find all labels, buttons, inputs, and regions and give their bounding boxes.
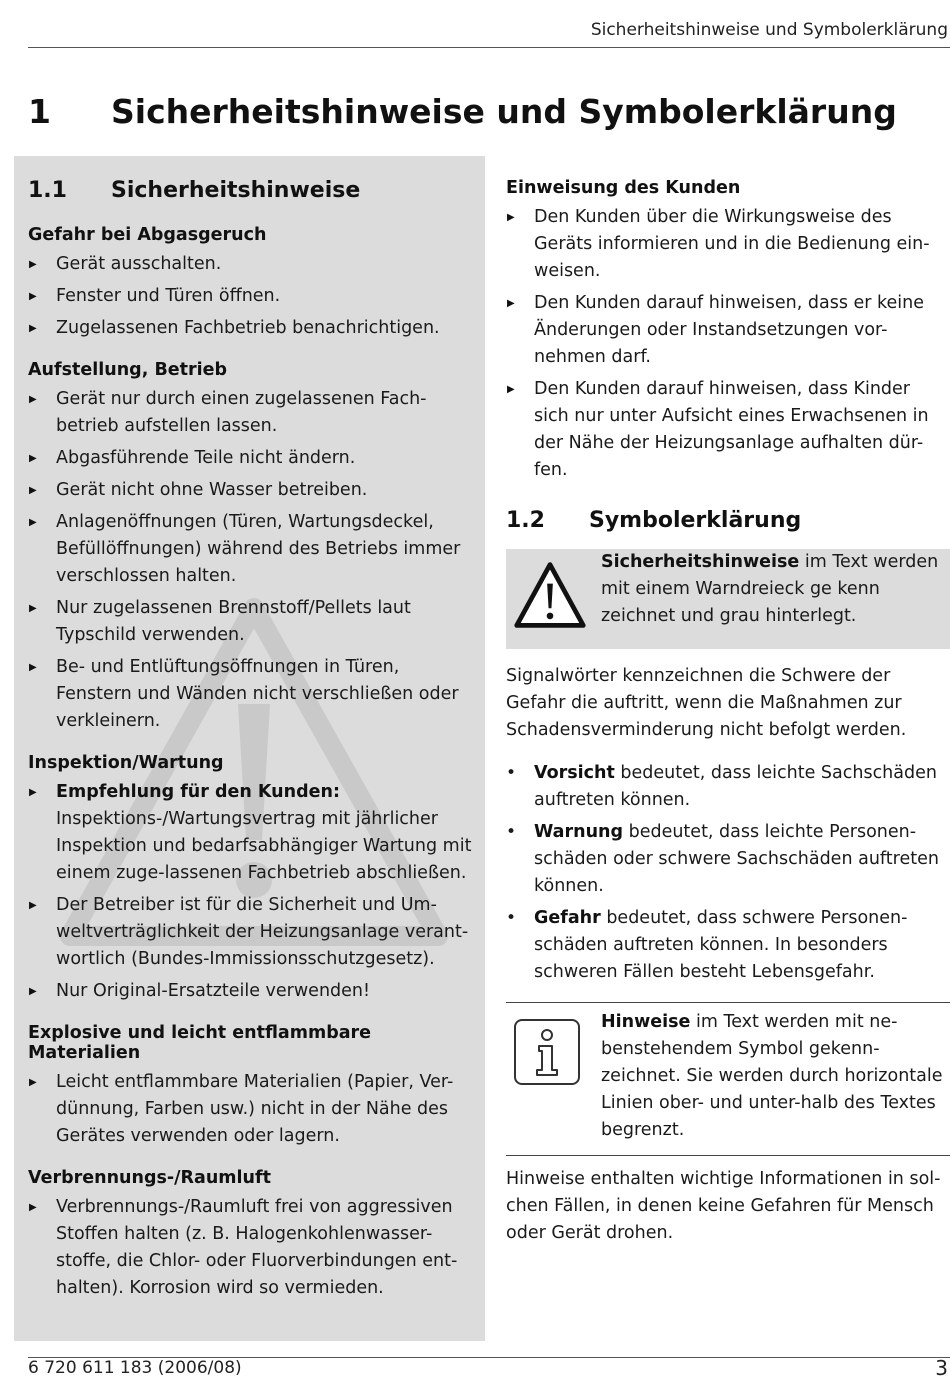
list-item: ▶ Den Kunden darauf hinweisen, dass er keine Änderungen oder Instandsetzungen vor-nehmen darf. [506, 290, 950, 371]
list-item: ▶ Den Kunden darauf hinweisen, dass Kinder sich nur unter Aufsicht eines Erwachsenen in der Nähe der Heizungsanlage aufhalten dür-fen. [506, 376, 950, 484]
safety-content [28, 178, 476, 1320]
warning-description: im Text werden mit einem Warndreieck ge kenn zeichnet und grau hinterlegt. [601, 552, 939, 626]
list-item: ▶ Zugelassenen Fachbetrieb benachrichtigen. [28, 315, 476, 342]
lead-text: Inspektions-/Wartungsvertrag mit jährlicher Inspektion und bedarfsabhängiger Wartung mit einem zuge-lassenen Fachbetrieb abschließen. [56, 809, 472, 883]
group-heading: Aufstellung, Betrieb [28, 360, 228, 380]
section-1-2-heading [506, 508, 950, 533]
list-item: ▶ Gerät nicht ohne Wasser betreiben. [28, 477, 476, 504]
bullet-list [28, 779, 476, 1005]
list-item: ▶ Verbrennungs-/Raumluft frei von aggressiven Stoffen halten (z. B. Halogenkohlenwasser-stoffe, die Chlor- oder Fluorverbindungen ent-halten). Korrosion wird so vermieden. [28, 1194, 476, 1302]
list-item: ▶ Der Betreiber ist für die Sicherheit und Um-weltverträglichkeit der Heizungsanlage verant-wortlich (Bundes-Immissionsschutzgesetz). [28, 892, 476, 973]
list-item [28, 779, 476, 887]
warning-box [506, 549, 950, 649]
customer-heading: Einweisung des Kunden [506, 178, 741, 198]
signal-text: bedeutet, dass leichte Personen-schäden oder schwere Sachschäden auftreten können. [534, 822, 939, 896]
list-item: ▶ Nur zugelassenen Brennstoff/Pellets laut Typschild verwenden. [28, 595, 476, 649]
list-item [506, 760, 950, 814]
group-heading: Verbrennungs-/Raumluft [28, 1168, 271, 1188]
signal-intro: Signalwörter kennzeichnen die Schwere der Gefahr die auftritt, wenn die Maßnahmen zur Schadensverminderung nicht befolgt werden. [506, 666, 907, 740]
section-title: Sicherheitshinweise [111, 178, 361, 203]
signal-text: bedeutet, dass leichte Sachschäden auftreten können. [534, 763, 937, 810]
info-icon [512, 1017, 582, 1087]
hint-footer: Hinweise enthalten wichtige Informationen in sol-chen Fällen, in denen keine Gefahren für Mensch oder Gerät drohen. [506, 1169, 941, 1243]
section-title: Symbolerklärung [589, 508, 802, 533]
hint-box [506, 1002, 950, 1156]
hint-bold: Hinweise [601, 1012, 691, 1032]
chapter-number: 1 [28, 92, 51, 131]
list-item: ▶ Gerät ausschalten. [28, 251, 476, 278]
group-heading: Inspektion/Wartung [28, 753, 224, 773]
group-heading: Explosive und leicht entflammbare Materialien [28, 1023, 372, 1063]
warning-triangle-icon [512, 557, 588, 633]
list-item [506, 819, 950, 900]
signal-word: Gefahr [534, 908, 601, 928]
bullet-list [28, 386, 476, 735]
page-number: 3 [935, 1356, 948, 1380]
signal-text: bedeutet, dass schwere Personen-schäden auftreten können. In besonders schweren Fällen besteht Lebensgefahr. [534, 908, 908, 982]
running-header: Sicherheitshinweise und Symbolerklärung [590, 20, 948, 40]
signal-list [506, 760, 950, 986]
list-item: ▶ Den Kunden über die Wirkungsweise des Geräts informieren und in die Bedienung ein-weisen. [506, 204, 950, 285]
list-item: ▶ Anlagenöffnungen (Türen, Wartungsdeckel, Befüllöffnungen) während des Betriebs immer verschlossen halten. [28, 509, 476, 590]
section-number: 1.1 [28, 178, 67, 203]
list-item: ▶ Abgasführende Teile nicht ändern. [28, 445, 476, 472]
signal-word: Warnung [534, 822, 624, 842]
bullet-list [28, 1194, 476, 1302]
list-item: ▶ Be- und Entlüftungsöffnungen in Türen, Fenstern und Wänden nicht verschließen oder verkleinern. [28, 654, 476, 735]
signal-word: Vorsicht [534, 763, 615, 783]
chapter-title-text: Sicherheitshinweise und Symbolerklärung [111, 92, 897, 131]
doc-number: 6 720 611 183 (2006/08) [28, 1358, 242, 1378]
section-1-1-heading [28, 178, 476, 203]
bold-lead: Empfehlung für den Kunden: [56, 782, 340, 802]
hint-text [601, 1009, 946, 1144]
warning-text [601, 549, 946, 630]
warning-bold: Sicherheitshinweise [601, 552, 800, 572]
list-item: ▶ Leicht entflammbare Materialien (Papier, Ver-dünnung, Farben usw.) nicht in der Nähe des Gerätes verwenden oder lagern. [28, 1069, 476, 1150]
bullet-list [28, 1069, 476, 1150]
list-item: ▶ Nur Original-Ersatzteile verwenden! [28, 978, 476, 1005]
header-rule [28, 47, 950, 48]
bullet-list [28, 251, 476, 342]
hint-description: im Text werden mit ne-benstehendem Symbol gekenn-zeichnet. Sie werden durch horizontale Linien ober- und unter-halb des Textes begrenzt. [601, 1012, 943, 1140]
group-heading: Gefahr bei Abgasgeruch [28, 225, 267, 245]
chapter-title [28, 92, 897, 131]
bullet-list [506, 204, 950, 484]
right-column [506, 178, 950, 1263]
list-item: ▶ Fenster und Türen öffnen. [28, 283, 476, 310]
list-item: ▶ Gerät nur durch einen zugelassenen Fach-betrieb aufstellen lassen. [28, 386, 476, 440]
safety-instructions-panel [14, 156, 485, 1341]
list-item [506, 905, 950, 986]
section-number: 1.2 [506, 508, 545, 533]
